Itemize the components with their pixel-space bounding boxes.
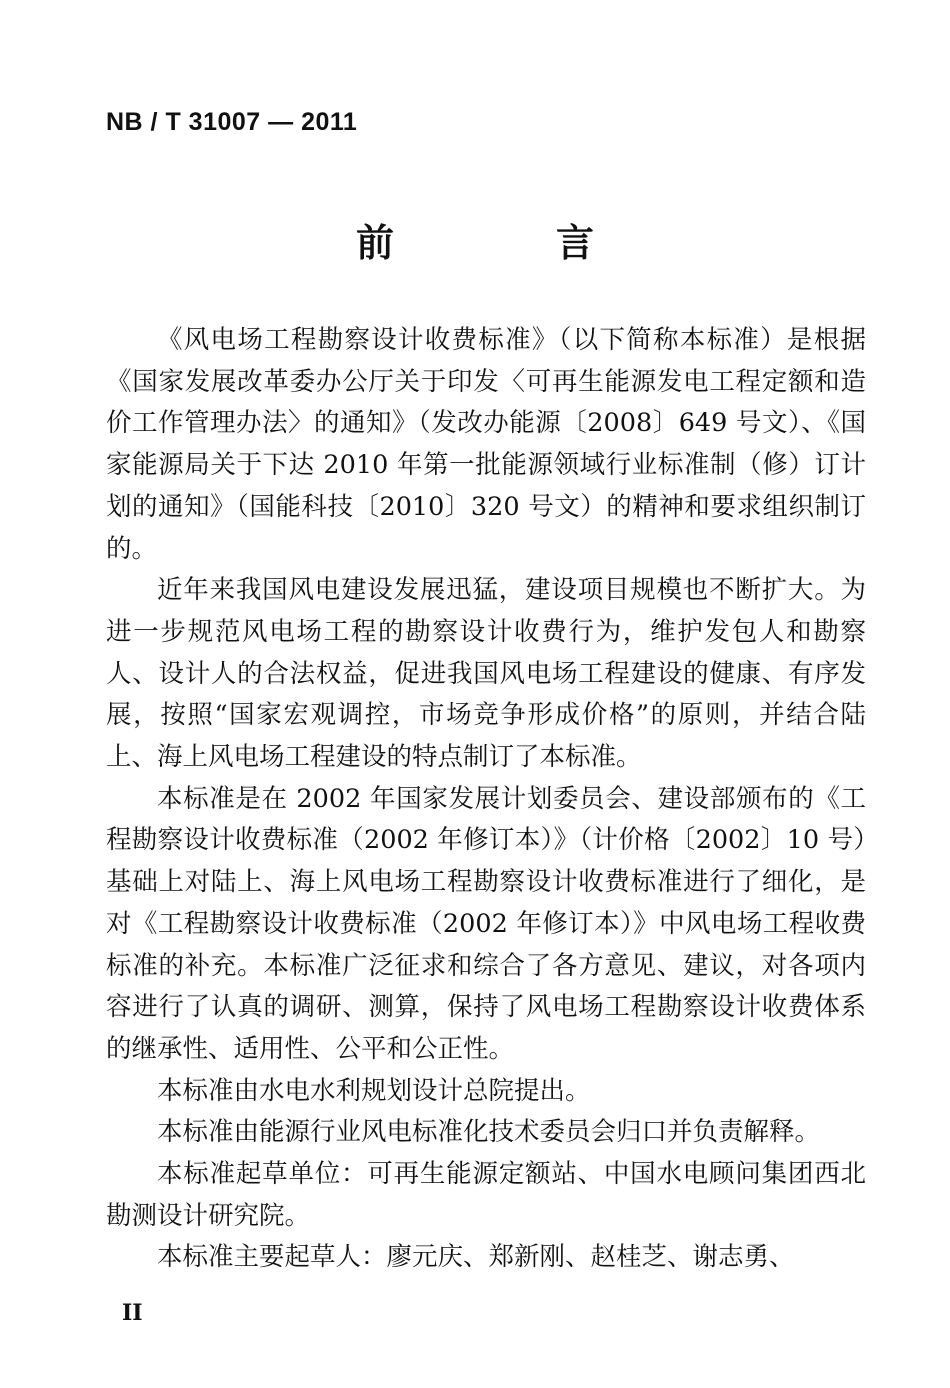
page-title: 前 言 (355, 221, 656, 265)
paragraph: 近年来我国风电建设发展迅猛，建设项目规模也不断扩大。为进一步规范风电场工程的勘察设计收费行为，维护发包人和勘察人、设计人的合法权益，促进我国风电场工程建设的健康、有序发展，按照“国家宏观调控，市场竞争形成价格”的原则，并结合陆上、海上风电场工程建设的特点制订了本标准。 (106, 575, 866, 773)
page-number: II (122, 1300, 143, 1326)
paragraph: 本标准起草单位：可再生能源定额站、中国水电顾问集团西北勘测设计研究院。 (106, 1159, 866, 1231)
paragraph: 本标准主要起草人：廖元庆、郑新刚、赵桂芝、谢志勇、 (157, 1242, 795, 1273)
paragraph: 本标准是在 2002 年国家发展计划委员会、建设部颁布的《工程勘察设计收费标准（2002 年修订本）》（计价格〔2002〕10 号）基础上对陆上、海上风电场工程勘察设计收费标准进行了细化，是对《工程勘察设计收费标准（2002 年修订本）》中风电场工程收费标准的补充。本标准广泛征求和综合了各方意见、建议，对各项内容进行了认真的调研、测算，保持了风电场工程勘察设计收费体系的继承性、适用性、公平和公正性。 (106, 783, 866, 1064)
paragraph: 本标准由能源行业风电标准化技术委员会归口并负责解释。 (157, 1117, 821, 1148)
standard-code: NB / T 31007 — 2011 (106, 108, 358, 136)
body-text (106, 320, 866, 1279)
paragraph: 本标准由水电水利规划设计总院提出。 (157, 1075, 591, 1106)
paragraph: 《风电场工程勘察设计收费标准》（以下简称本标准）是根据《国家发展改革委办公厅关于印发〈可再生能源发电工程定额和造价工作管理办法〉的通知》（发改办能源〔2008〕649 号文）、《国家能源局关于下达 2010 年第一批能源领域行业标准制（修）订计划的通知》（国能科技〔2010〕320 号文）的精神和要求组织制订的。 (106, 325, 866, 564)
